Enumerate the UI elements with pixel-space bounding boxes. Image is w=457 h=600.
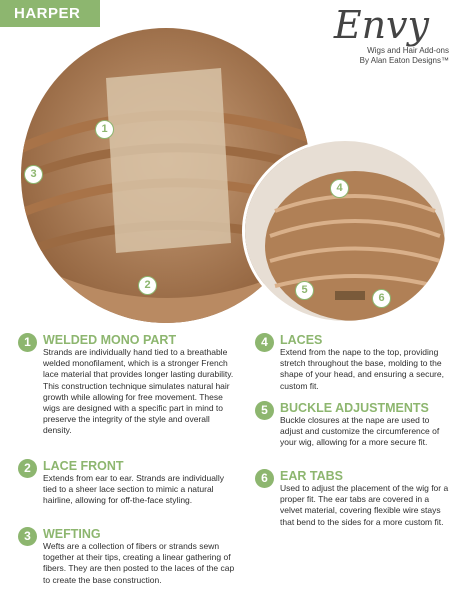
feature-number: 4 bbox=[255, 333, 274, 352]
logo-script: Envy bbox=[333, 3, 429, 47]
style-name-tag: HARPER bbox=[0, 0, 100, 27]
feature-number: 2 bbox=[18, 459, 37, 478]
feature-title: WEFTING bbox=[43, 527, 101, 541]
brand-logo bbox=[329, 4, 449, 66]
feature-title: LACES bbox=[280, 333, 323, 347]
feature-number: 1 bbox=[18, 333, 37, 352]
callout-3: 3 bbox=[24, 165, 43, 184]
callout-2: 2 bbox=[138, 276, 157, 295]
feature-text: Wefts are a collection of fibers or strands sewn together at their tips, creating a linear gathering of fibers. They are then posted to the laces of the cap to create the base construction. bbox=[43, 541, 235, 585]
feature-laces bbox=[255, 333, 455, 393]
feature-title: BUCKLE ADJUSTMENTS bbox=[280, 401, 429, 415]
feature-welded-mono-part bbox=[18, 333, 238, 445]
logo-tagline: Wigs and Hair Add-ons bbox=[367, 46, 449, 55]
feature-ear-tabs bbox=[255, 469, 455, 544]
feature-text: Extend from the nape to the top, providing stretch throughout the base, molding to the shape of your head, and ensuring a secure, custom fit. bbox=[280, 347, 444, 391]
cap-nape-photo bbox=[242, 138, 448, 324]
callout-5: 5 bbox=[295, 281, 314, 300]
feature-buckle-adjustments bbox=[255, 401, 455, 461]
feature-wefting bbox=[18, 527, 238, 599]
feature-title: EAR TABS bbox=[280, 469, 343, 483]
feature-text: Buckle closures at the nape are used to adjust and customize the circumference of your wig, allowing for a more secure fit. bbox=[280, 415, 440, 448]
logo-byline: By Alan Eaton Designs™ bbox=[359, 56, 449, 65]
feature-text: Strands are individually hand tied to a breathable welded monofilament, which is a stronger French lace material that provides longer lasting durability. This construction technique simulates natural hair growth while allowing for free movement. These wigs are designed with a specific part in mind to preserve the integrity of the style and overall density. bbox=[43, 347, 234, 436]
feature-title: WELDED MONO PART bbox=[43, 333, 177, 347]
callout-1: 1 bbox=[95, 120, 114, 139]
callout-6: 6 bbox=[372, 289, 391, 308]
feature-title: LACE FRONT bbox=[43, 459, 124, 473]
feature-number: 6 bbox=[255, 469, 274, 488]
feature-lace-front bbox=[18, 459, 238, 519]
feature-number: 5 bbox=[255, 401, 274, 420]
callout-4: 4 bbox=[330, 179, 349, 198]
feature-number: 3 bbox=[18, 527, 37, 546]
feature-text: Used to adjust the placement of the wig for a proper fit. The ear tabs are covered in a velvet material, covering flexible wire stays that bend to the sides for a more custom fit. bbox=[280, 483, 449, 527]
feature-text: Extends from ear to ear. Strands are individually tied to a sheer lace section to mimic a natural hairline, allowing for off-the-face styling. bbox=[43, 473, 224, 506]
